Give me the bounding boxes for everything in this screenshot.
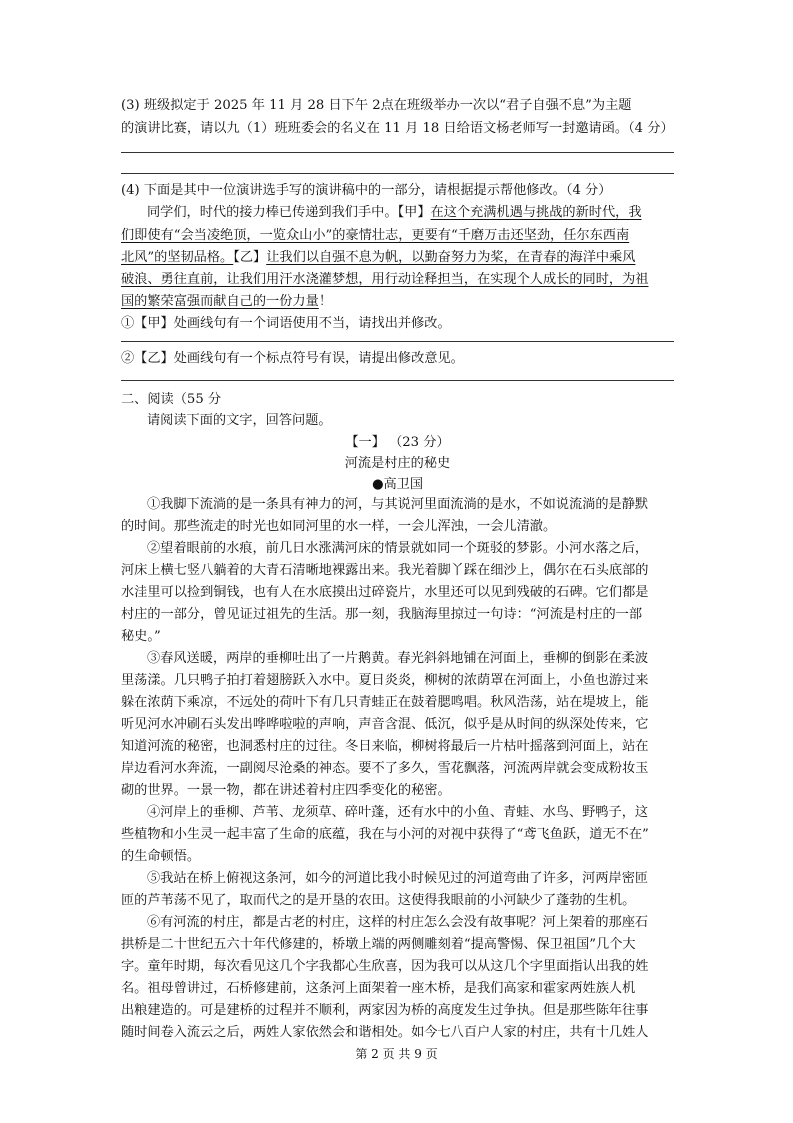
section-heading: 二、阅读（55 分 bbox=[121, 392, 222, 407]
underlined-sentence-yi: 让我们以自强不息为帆，以勤奋努力为桨，在青春的海洋中乘风 bbox=[266, 250, 636, 265]
article-line: 些植物和小生灵一起丰富了生命的底蕴，我在与小河的对视中获得了“鸢飞鱼跃，道无不在” bbox=[121, 827, 649, 842]
article-line: ④河岸上的垂柳、芦苇、龙须草、碎叶蓬，还有水中的小鱼、青蛙、水鸟、野鸭子，这 bbox=[147, 805, 649, 820]
article-line: 砌的世界。一景一物，都在讲述着村庄四季变化的秘密。 bbox=[121, 783, 451, 798]
q4-prompt: (4) 下面是其中一位演讲选手写的演讲稿中的一部分，请根据提示帮他修改。（4 分） bbox=[121, 183, 612, 198]
speech-line-3 bbox=[121, 247, 674, 269]
speech-line-5 bbox=[121, 291, 674, 313]
answer-line bbox=[121, 341, 674, 342]
article-line: 听见河水冲刷石头发出哗哗啦啦的声响，声音含混、低沉，似乎是从时间的纵深处传来，它 bbox=[121, 717, 649, 732]
speech-line-2: 们即使有“会当凌绝顶，一览众山小”的豪情壮志，更要有“千磨万击还坚劲，任尔东西南 bbox=[121, 228, 630, 243]
article-line: 匝的芦苇荡不见了，取而代之的是开垦的农田。这使得我眼前的小河缺少了蓬勃的生机。 bbox=[121, 893, 636, 908]
article-line: 的生命顿悟。 bbox=[121, 849, 201, 864]
article-line: 秘史。” bbox=[121, 629, 161, 644]
q4-sub-2: ②【乙】处画线句有一个标点符号有误，请提出修改意见。 bbox=[121, 351, 464, 366]
q3-line-1: (3) 班级拟定于 2025 年 11 月 28 日下午 2点在班级举办一次以“君子自强不息”为主题 bbox=[121, 98, 632, 113]
answer-line bbox=[121, 173, 674, 174]
speech-line-4: 破浪、勇往直前，让我们用汗水浇灌梦想，用行动诠释担当，在实现个人成长的同时，为祖 bbox=[121, 272, 649, 287]
marker-yi: 【乙】 bbox=[233, 250, 267, 265]
article-line: 随时间卷入流云之后，两姓人家依然会和谐相处。如今七八百户人家的村庄，共有十几姓人 bbox=[121, 1025, 649, 1040]
article-line: 的时间。那些流走的时光也如同河里的水一样，一会儿浑浊，一会儿清澈。 bbox=[121, 519, 557, 534]
answer-line bbox=[121, 380, 674, 381]
article-line: ①我脚下流淌的是一条具有神力的河，与其说河里面流淌的是水，不如说流淌的是静默 bbox=[147, 497, 649, 512]
article-line: ②望着眼前的水痕，前几日水涨满河床的情景就如同一个斑驳的梦影。小河水落之后， bbox=[147, 541, 649, 556]
article-line: ⑥有河流的村庄，都是古老的村庄，这样的村庄怎么会没有故事呢？河上架着的那座石 bbox=[147, 915, 649, 930]
article-author: ●高卫国 bbox=[371, 477, 424, 492]
article-line: 里荡漾。几只鸭子拍打着翅膀跃入水中。夏日炎炎，柳树的浓荫罩在河面上，小鱼也游过来 bbox=[121, 673, 649, 688]
q3-line-2: 的演讲比赛，请以九（1）班班委会的名义在 11 月 18 日给语文杨老师写一封邀请函。（4 分） bbox=[121, 121, 674, 136]
article-line: 岸边看河水奔流，一副阅尽沧桑的神态。要不了多久，雪花飘落，河流两岸就会变成粉妆玉 bbox=[121, 761, 649, 776]
underlined-sentence-jia: 在这个充满机遇与挑战的新时代，我 bbox=[430, 205, 642, 220]
article-line: 出粮建造的。可是建桥的过程并不顺利，两家因为桥的高度发生过争执。但是那些陈年往事 bbox=[121, 1003, 649, 1018]
article-line: 躲在浓荫下乘凉，不远处的荷叶下有几只青蛙正在鼓着腮鸣唱。秋风浩荡，站在堤坡上，能 bbox=[121, 695, 649, 710]
section-instruction: 请阅读下面的文字，回答问题。 bbox=[147, 413, 332, 428]
article-line: 知道河流的秘密，也洞悉村庄的过往。冬日来临，柳树将最后一片枯叶摇落到河面上，站在 bbox=[121, 739, 649, 754]
article-title: 河流是村庄的秘史 bbox=[344, 456, 451, 471]
article-line: 字。童年时期，每次看见这几个字我都心生欣喜，因为我可以从这几个字里面指认出我的姓 bbox=[121, 959, 649, 974]
speech-text: 同学们，时代的接力棒已传递到我们手中。【甲】 bbox=[147, 205, 431, 220]
underlined-sentence-jia-end: 北风”的坚韧品格。 bbox=[121, 250, 234, 265]
article-line: 河床上横七竖八躺着的大青石清晰地裸露出来。我光着脚丫踩在细沙上，偶尔在石头底部的 bbox=[121, 563, 649, 578]
exclamation: ！ bbox=[318, 294, 332, 309]
article-line: 水洼里可以捡到铜钱，也有人在水底摸出过碎瓷片，水里还可以见到残破的石碑。它们都是 bbox=[121, 585, 649, 600]
speech-line-1 bbox=[147, 202, 674, 224]
article-line: 名。祖母曾讲过，石桥修建前，这条河上面架着一座木桥，是我们高家和霍家两姓族人机 bbox=[121, 981, 636, 996]
article-line: ⑤我站在桥上俯视这条河，如今的河道比我小时候见过的河道弯曲了许多，河两岸密匝 bbox=[147, 871, 649, 886]
part-label: 【一】 （23 分） bbox=[345, 435, 450, 450]
underlined-sentence-yi-end: 国的繁荣富强而献自己的一份力量 bbox=[121, 294, 319, 309]
article-line: ③春风送暖，两岸的垂柳吐出了一片鹅黄。春光斜斜地铺在河面上，垂柳的倒影在柔波 bbox=[147, 651, 649, 666]
article-line: 村庄的一部分，曾见证过祖先的生活。那一刻，我脑海里掠过一句诗：“河流是村庄的一部 bbox=[121, 607, 643, 622]
q4-sub-1: ①【甲】处画线句有一个词语使用不当，请找出并修改。 bbox=[121, 316, 451, 331]
page-footer: 第 2 页 共 9 页 bbox=[355, 1047, 438, 1061]
answer-line bbox=[121, 152, 674, 153]
article-line: 拱桥是二十世纪五六十年代修建的，桥墩上端的两侧雕刻着“提高警惕、保卫祖国”几个大 bbox=[121, 937, 636, 952]
